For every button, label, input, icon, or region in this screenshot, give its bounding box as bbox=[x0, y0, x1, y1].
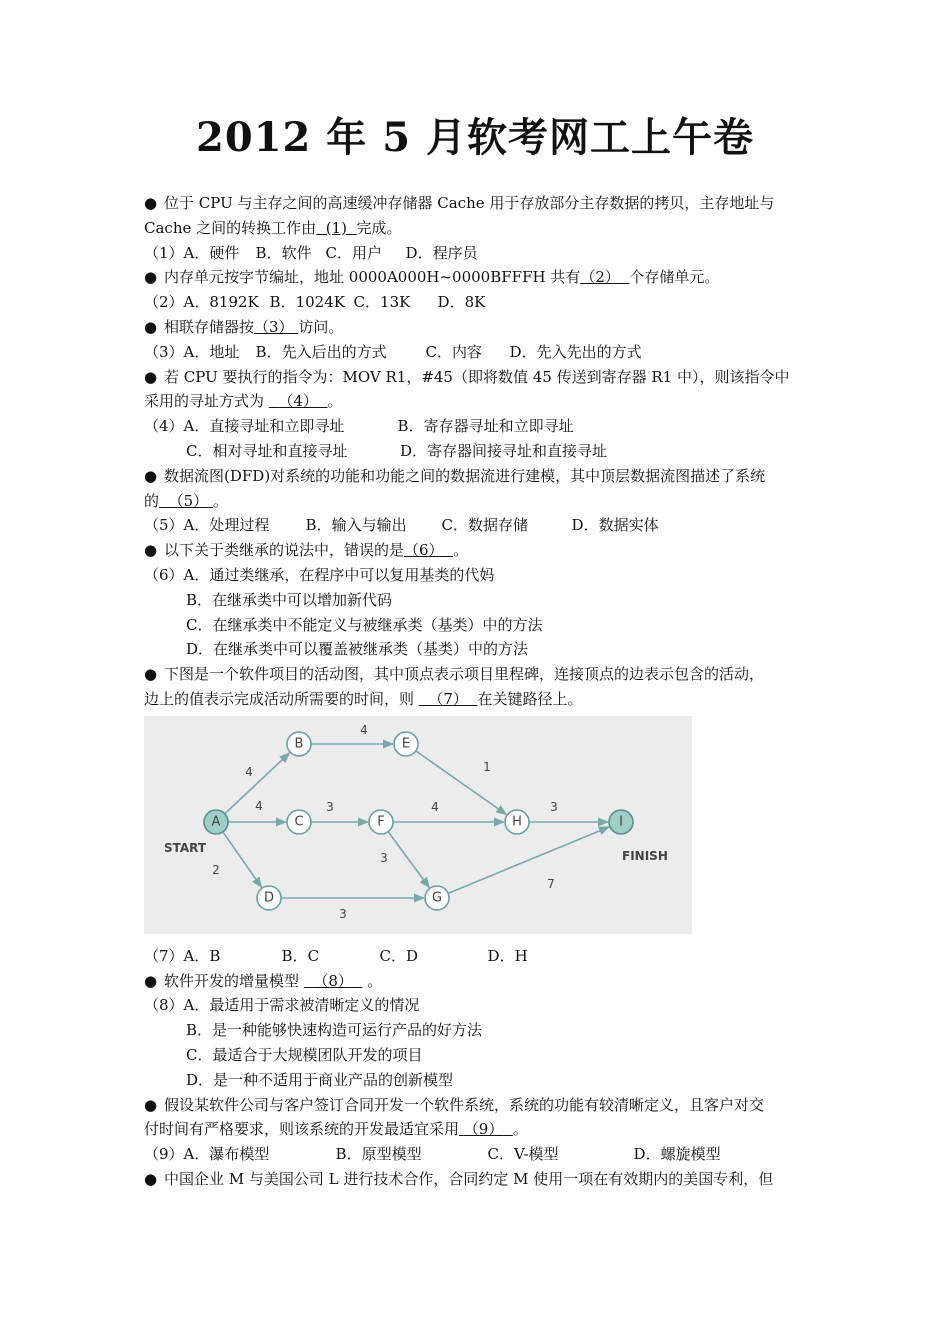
bullet-icon: ● bbox=[144, 1095, 158, 1114]
question-8-stem: ● 软件开发的增量模型 （8） 。 bbox=[144, 969, 844, 994]
option-a: A．地址 bbox=[183, 342, 240, 361]
activity-network-diagram bbox=[144, 716, 692, 934]
edge-weight-A-B: 4 bbox=[245, 764, 253, 779]
answer-blank-9: （9） bbox=[463, 1120, 504, 1139]
question-4-stem: ● 若 CPU 要执行的指令为：MOV R1，#45（即将数值 45 传送到寄存器 R1 中），则该指令中 bbox=[144, 365, 844, 390]
node-C bbox=[287, 810, 311, 834]
option-d: D．在继承类中可以覆盖被继承类（基类）中的方法 bbox=[186, 640, 529, 659]
answer-blank-3: （3） bbox=[254, 317, 294, 336]
option-a: A．最适用于需求被清晰定义的情况 bbox=[183, 996, 420, 1015]
edge-weight-A-C: 4 bbox=[255, 798, 263, 813]
option-c: C．数据存储 bbox=[441, 516, 529, 535]
edge-F-G bbox=[388, 831, 429, 887]
option-d: D．寄存器间接寻址和直接寻址 bbox=[400, 441, 608, 460]
question-1-options: （1）A．硬件 B．软件 C．用户 D．程序员 bbox=[144, 241, 844, 266]
edge-weight-C-F: 3 bbox=[326, 799, 334, 814]
question-7-stem-cont: 边上的值表示完成活动所需要的时间，则 （7） 在关键路径上。 bbox=[144, 689, 583, 708]
edge-weight-H-I: 3 bbox=[550, 799, 558, 814]
bullet-icon: ● bbox=[144, 541, 158, 560]
question-5-stem: ● 数据流图(DFD)对系统的功能和功能之间的数据流进行建模，其中顶层数据流图描述了系统 bbox=[144, 464, 844, 489]
option-a: A．瀑布模型 bbox=[183, 1145, 270, 1164]
edge-weight-A-D: 2 bbox=[212, 862, 220, 877]
question-9-stem: ● 假设某软件公司与客户签订合同开发一个软件系统，系统的功能有较清晰定义，且客户对交 bbox=[144, 1093, 844, 1118]
question-9-options: （9）A．瀑布模型 B．原型模型 C．V-模型 D．螺旋模型 bbox=[144, 1142, 844, 1167]
node-I bbox=[609, 810, 633, 834]
question-4-options-cd bbox=[144, 439, 844, 464]
bullet-icon: ● bbox=[144, 194, 158, 212]
question-10-stem: ● 中国企业 M 与美国公司 L 进行技术合作，合同约定 M 使用一项在有效期内的美国专利，但 bbox=[144, 1167, 844, 1192]
start-label: START bbox=[164, 840, 207, 855]
svg-text:D: D bbox=[263, 890, 275, 906]
option-b: B．C bbox=[281, 946, 320, 965]
option-b: B．输入与输出 bbox=[305, 516, 407, 535]
svg-text:G: G bbox=[431, 890, 443, 906]
option-a: A．通过类继承，在程序中可以复用基类的代妈 bbox=[183, 565, 495, 584]
edge-weight-E-H: 1 bbox=[483, 759, 491, 774]
question-6-option-a: （6）A．通过类继承，在程序中可以复用基类的代妈 bbox=[144, 565, 495, 584]
edge-weight-F-H: 4 bbox=[431, 799, 439, 814]
option-b: B．1024K bbox=[269, 293, 345, 312]
option-c: C．内容 bbox=[425, 342, 483, 361]
node-A bbox=[204, 810, 228, 834]
option-d: D．程序员 bbox=[405, 243, 478, 262]
option-d: D．螺旋模型 bbox=[633, 1145, 721, 1164]
question-3-options: （3）A．地址 B．先入后出的方式 C．内容 D．先入先出的方式 bbox=[144, 340, 844, 365]
edge-weight-D-G: 3 bbox=[339, 906, 347, 921]
svg-text:B: B bbox=[294, 736, 304, 752]
edge-A-D bbox=[223, 832, 262, 887]
option-b: B．先入后出的方式 bbox=[255, 342, 387, 361]
question-5-stem-cont: 的 （5） 。 bbox=[144, 491, 228, 510]
option-c: C．最适合于大规模团队开发的项目 bbox=[186, 1045, 423, 1064]
question-4-options-ab: （4）A．直接寻址和立即寻址 B．寄存器寻址和立即寻址 bbox=[144, 414, 844, 439]
node-F bbox=[369, 810, 393, 834]
option-d: D．是一种不适用于商业产品的创新模型 bbox=[186, 1070, 454, 1089]
option-c: C．在继承类中不能定义与被继承类（基类）中的方法 bbox=[186, 615, 543, 634]
option-d: D．数据实体 bbox=[571, 516, 659, 535]
option-b: B．是一种能够快速构造可运行产品的好方法 bbox=[186, 1021, 483, 1040]
svg-text:E: E bbox=[401, 736, 411, 752]
bullet-icon: ● bbox=[144, 971, 158, 990]
option-b: B．软件 bbox=[255, 243, 312, 262]
question-3-stem: ● 相联存储器按（3） 访问。 bbox=[144, 315, 844, 340]
edge-weight-F-G: 3 bbox=[380, 850, 388, 865]
question-2-options: （2）A．8192K B．1024K C．13K D．8K bbox=[144, 290, 844, 315]
option-b: B．在继承类中可以增加新代码 bbox=[186, 590, 393, 609]
option-d: D．先入先出的方式 bbox=[509, 342, 642, 361]
option-a: A．B bbox=[183, 946, 221, 965]
option-c: C．V-模型 bbox=[487, 1145, 559, 1164]
question-2-stem: ● 内存单元按字节编址，地址 0000A000H~0000BFFFH 共有（2） 个存储单元。 bbox=[144, 265, 844, 290]
edge-G-I bbox=[448, 827, 609, 893]
option-d: D．H bbox=[487, 946, 528, 965]
option-c: C．用户 bbox=[325, 243, 383, 262]
bullet-icon: ● bbox=[144, 317, 158, 336]
question-4-stem-cont: 采用的寻址方式为 （4） 。 bbox=[144, 392, 343, 411]
svg-text:F: F bbox=[377, 814, 385, 830]
answer-blank-8: （8） bbox=[313, 971, 353, 990]
node-B bbox=[287, 732, 311, 756]
answer-blank-5: （5） bbox=[168, 491, 209, 510]
edge-weight-G-I: 7 bbox=[547, 876, 555, 891]
option-a: A．8192K bbox=[183, 293, 259, 312]
edge-E-H bbox=[416, 751, 507, 815]
answer-blank-4: （4） bbox=[278, 392, 318, 411]
answer-blank-6: （6） bbox=[404, 541, 444, 560]
option-a: A．硬件 bbox=[183, 243, 240, 262]
option-a: A．直接寻址和立即寻址 bbox=[183, 417, 345, 436]
option-c: C．相对寻址和直接寻址 bbox=[186, 441, 348, 460]
node-G bbox=[425, 886, 449, 910]
answer-blank-2: （2） bbox=[580, 268, 620, 287]
bullet-icon: ● bbox=[144, 466, 158, 485]
question-8-option-a: （8）A．最适用于需求被清晰定义的情况 bbox=[144, 996, 420, 1015]
bullet-icon: ● bbox=[144, 665, 158, 684]
answer-blank-7: （7） bbox=[428, 689, 468, 708]
finish-label: FINISH bbox=[622, 848, 668, 863]
svg-text:C: C bbox=[294, 814, 304, 830]
node-E bbox=[394, 732, 418, 756]
option-c: C．D bbox=[379, 946, 419, 965]
question-1-stem-cont: Cache 之间的转换工作由 (1) 完成。 bbox=[144, 218, 402, 237]
node-D bbox=[257, 886, 281, 910]
option-a: A．处理过程 bbox=[183, 516, 270, 535]
question-list bbox=[144, 191, 844, 1192]
svg-text:A: A bbox=[211, 814, 221, 830]
edge-weight-B-E: 4 bbox=[360, 722, 368, 737]
question-7-stem: ● 下图是一个软件项目的活动图，其中顶点表示项目里程碑，连接顶点的边表示包含的活动， bbox=[144, 662, 844, 687]
page-title: 2012 年 5 月软考网工上午卷 bbox=[196, 114, 754, 161]
option-b: B．寄存器寻址和立即寻址 bbox=[397, 417, 574, 436]
option-d: D．8K bbox=[437, 293, 486, 312]
bullet-icon: ● bbox=[144, 1169, 158, 1188]
question-9-stem-cont: 付时间有严格要求，则该系统的开发最适宜采用 （9） 。 bbox=[144, 1120, 528, 1139]
bullet-icon: ● bbox=[144, 268, 158, 287]
activity-network-svg bbox=[144, 716, 692, 934]
option-c: C．13K bbox=[353, 293, 411, 312]
svg-text:H: H bbox=[512, 814, 522, 830]
question-5-options: （5）A．处理过程 B．输入与输出 C．数据存储 D．数据实体 bbox=[144, 513, 844, 538]
svg-text:I: I bbox=[619, 814, 623, 830]
bullet-icon: ● bbox=[144, 367, 158, 386]
question-6-stem: ● 以下关于类继承的说法中，错误的是（6） 。 bbox=[144, 538, 844, 563]
question-1-stem: ● 位于 CPU 与主存之间的高速缓冲存储器 Cache 用于存放部分主存数据的拷贝，主存地址与 bbox=[144, 191, 844, 216]
answer-blank-1: (1) bbox=[325, 218, 347, 237]
option-b: B．原型模型 bbox=[335, 1145, 422, 1164]
question-7-options: （7）A．B B．C C．D D．H bbox=[144, 944, 844, 969]
node-H bbox=[505, 810, 529, 834]
